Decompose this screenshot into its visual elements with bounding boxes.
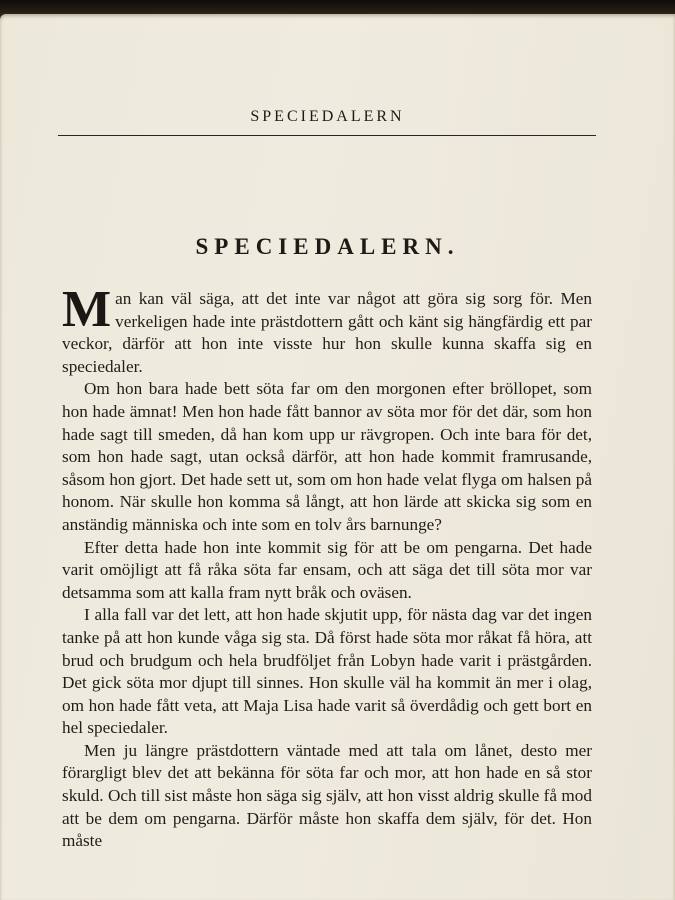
header-rule	[58, 135, 596, 136]
paragraph-text: an kan väl säga, att det inte var något att göra sig sorg för. Men verkeligen hade inte prästdottern gått och känt sig hängfärdig ett par veckor, därför att hon inte visste hur hon skulle kunna skaffa sig en speciedaler.	[62, 289, 592, 376]
paragraph-2: Om hon bara hade bett söta far om den morgonen efter bröllopet, som hon hade ämnat! Men hon hade fått bannor av söta mor för det där, som hon hade sagt till smeden, då han kom upp ur rävgropen. Och inte bara för det, som hon hade sagt, utan också därför, att hon hade kommit framrusande, såsom hon gjort. Det hade sett ut, som om hon hade velat flyga om halsen på honom. När skulle hon komma så långt, att hon lärde att skicka sig som en anständig människa och inte som en tolv års barnunge?	[62, 379, 592, 534]
drop-cap: M	[62, 281, 112, 338]
running-head: SPECIEDALERN	[250, 108, 405, 125]
body-text	[62, 281, 592, 853]
paragraph-5: Men ju längre prästdottern väntade med att tala om lånet, desto mer förargligt blev det att bekänna för söta far och mor, att hon hade en så stor skuld. Och till sist måste hon säga sig själv, att hon visst aldrig skulle få mod att be dem om pengarna. Därför måste hon skaffa dem själv, för det. Hon måste	[62, 740, 592, 851]
book-page	[0, 14, 675, 900]
paragraph-1	[62, 281, 592, 378]
paragraph-3: Efter detta hade hon inte kommit sig för att be om pengarna. Det hade varit omöjligt att få råka söta far ensam, och att säga det till söta mor var detsamma som att kalla fram nytt bråk och oväsen.	[62, 537, 592, 602]
paragraph-4: I alla fall var det lett, att hon hade skjutit upp, för nästa dag var det ingen tanke på att hon kunde våga sig sta. Då först hade söta mor råkat få höra, att brud och brudgum och hela brudföljet från Lobyn hade varit i prästgården. Det gick söta mor djupt till sinnes. Hon skulle väl ha kommit än mer i olag, om hon hade fått veta, att Maja Lisa hade varit så överdådig och gett bort en hel speciedaler.	[62, 605, 592, 738]
chapter-title: SPECIEDALERN.	[195, 234, 460, 259]
